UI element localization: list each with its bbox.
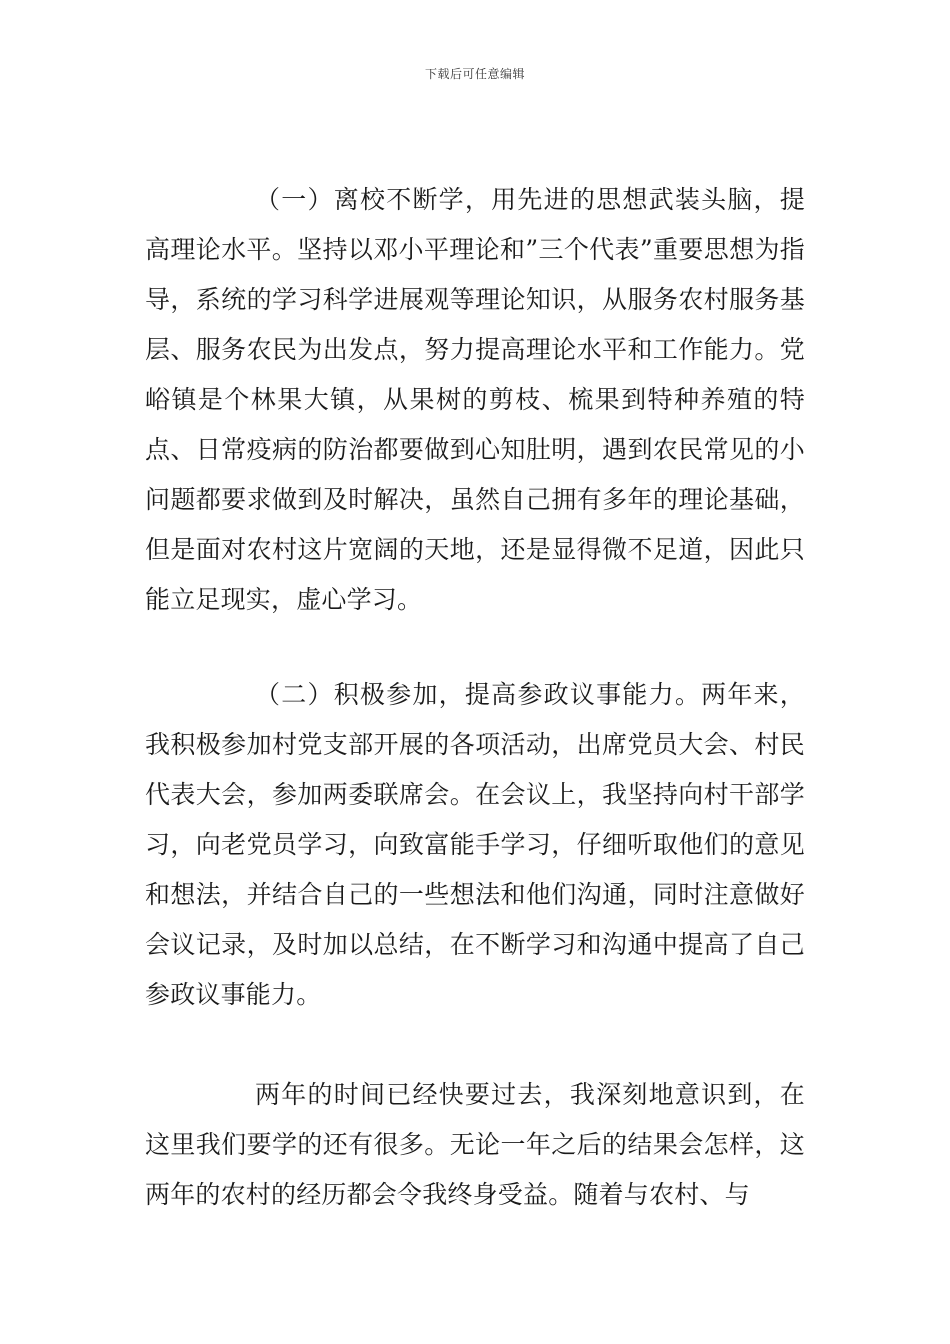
- paragraph-study-theory: （一）离校不断学，用先进的思想武装头脑，提高理论水平。坚持以邓小平理论和”三个代表”重要思想为指导，系统的学习科学进展观等理论知识，从服务农村服务基层、服务农民为出发点，努力提高理论水平和工作能力。党峪镇是个林果大镇，从果树的剪枝、梳果到特种养殖的特点、日常疫病的防治都要做到心知肚明，遇到农民常见的小问题都要求做到及时解决，虽然自己拥有多年的理论基础，但是面对农村这片宽阔的天地，还是显得微不足道，因此只能立足现实，虚心学习。: [145, 185, 805, 614]
- page-header: 下载后可任意编辑: [424, 67, 525, 81]
- paragraph-reflection: 两年的时间已经快要过去，我深刻地意识到，在这里我们要学的还有很多。无论一年之后的结果会怎样，这两年的农村的经历都会令我终身受益。随着与农村、与: [145, 1080, 805, 1209]
- paragraph-participation: （二）积极参加，提高参政议事能力。两年来，我积极参加村党支部开展的各项活动，出席党员大会、村民代表大会，参加两委联席会。在会议上，我坚持向村干部学习，向老党员学习，向致富能手学习，仔细听取他们的意见和想法，并结合自己的一些想法和他们沟通，同时注意做好会议记录，及时加以总结，在不断学习和沟通中提高了自己参政议事能力。: [145, 680, 805, 1009]
